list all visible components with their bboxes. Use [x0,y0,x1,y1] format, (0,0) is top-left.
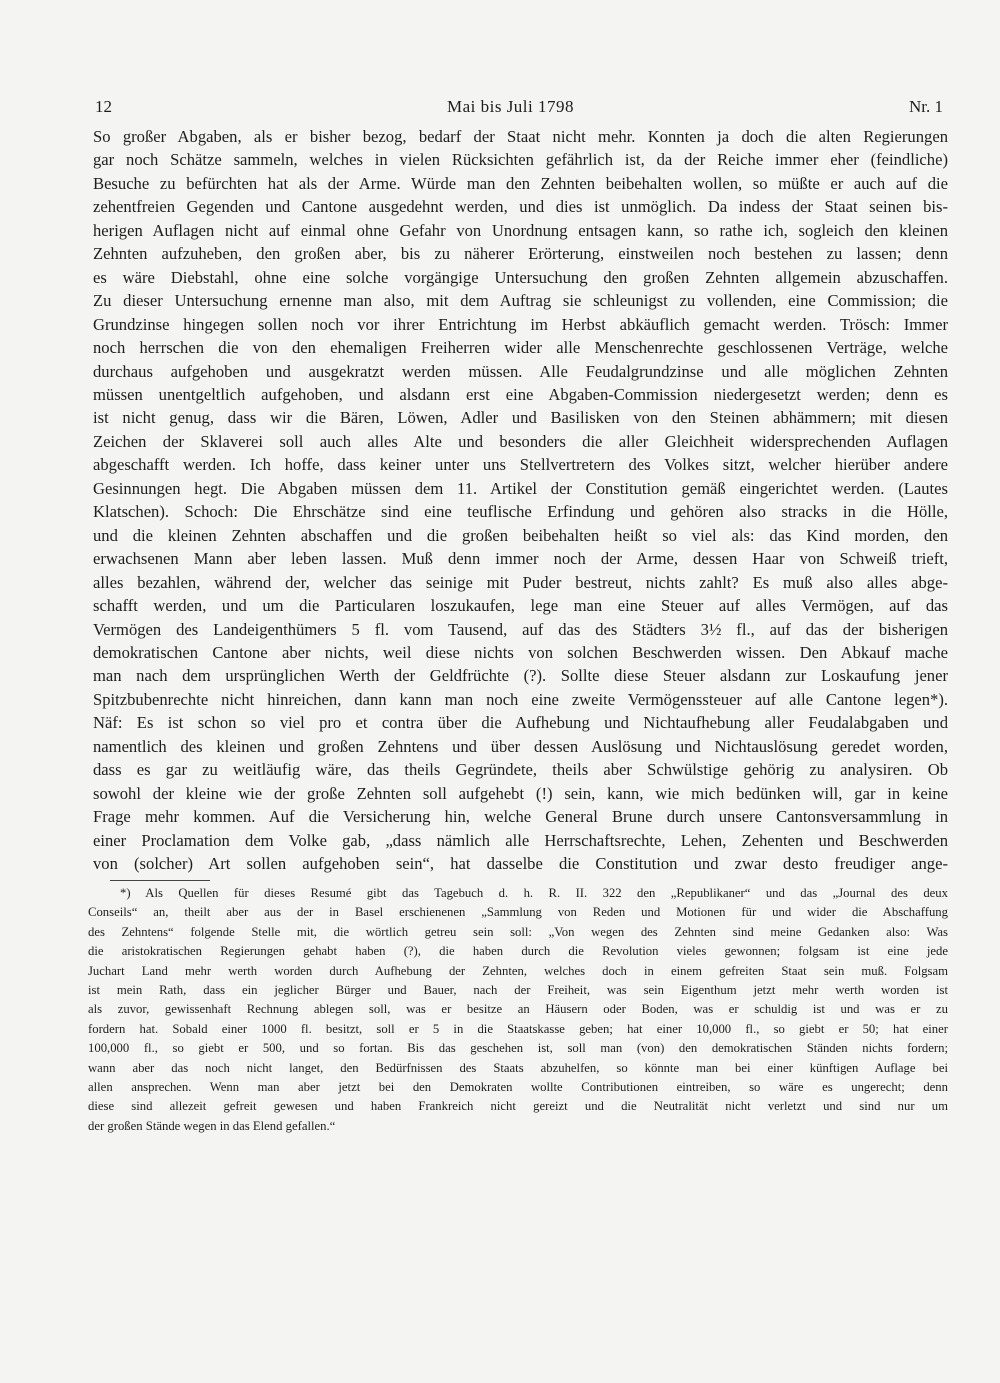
body-line: Vermögen des Landeigenthümers 5 fl. vom Tausend, auf das des Städters 3½ fl., auf das der bisherigen [93,619,948,639]
body-line: dass es gar zu weitläufig wäre, das theils Gegründete, theils aber Schwülstige gehörig zu analysiren. Ob [93,760,948,780]
body-line: ist nicht genug, dass wir die Bären, Löwen, Adler und Basilisken von den Steinen abhämmern; mit diesen [93,408,948,428]
body-line: von (solcher) Art sollen aufgehoben sein“, hat dasselbe die Constitution und zwar desto freudiger ange- [93,854,948,874]
footnote-line: allen ansprechen. Wenn man aber jetzt bei den Demokraten wollte Contributionen eintreiben, so wäre es ungerecht; denn [88,1080,948,1095]
footnote-line: Juchart Land mehr werth worden durch Aufhebung der Zehnten, welches doch in einem gefreiten Staat sein muß. Folgsam [88,963,948,978]
footnote-line: der großen Stände wegen in das Elend gefallen.“ [88,1118,336,1133]
body-line: demokratischen Cantone aber nichts, weil diese nichts von solchen Beschwerden wissen. Den Abkauf mache [93,642,948,662]
body-line: und die kleinen Zehnten abschaffen und die großen beibehalten heißt so viel als: das Kind morden, den [93,525,948,545]
body-line: noch herrschen die von den ehemaligen Freiherren wider alle Menschenrechte geschlossenen Verträge, welche [93,338,948,358]
footnote-line: *) Als Quellen für dieses Resumé gibt das Tagebuch d. h. R. II. 322 den „Republikaner“ und das „Journal des deux [120,886,948,900]
footnote-line: als zuvor, gewissenhaft Rechnung ablegen soll, was er besitze an Häusern oder Boden, was er schuldig ist und was er zu [88,1002,948,1017]
body-line: So großer Abgaben, als er bisher bezog, bedarf der Staat nicht mehr. Konnten ja doch die alten Regierungen [93,127,948,146]
footnote-divider [110,880,210,881]
body-line: Grundzinse hingegen sollen noch vor ihrer Entrichtung im Herbst abkäuflich gemacht werden. Trösch: Immer [93,314,948,334]
body-line: man nach dem ursprünglichen Werth der Geldfrüchte (?). Sollte diese Steuer alsdann zur Loskaufung jener [93,666,948,686]
footnote-line: 100,000 fl., so giebt er 500, und so fortan. Bis das geschehen ist, soll man (von) den demokratischen Ständen nichts fordern; [88,1041,948,1056]
running-title: Mai bis Juli 1798 [446,97,575,116]
body-line: herigen Auflagen nicht auf einmal ohne Gefahr von Unordnung entsagen kann, so rathe ich, sogleich den kleinen [93,220,948,240]
body-line: namentlich des kleinen und großen Zehntens und über dessen Auslösung und Nichtauslösung geredet worden, [93,736,948,756]
body-line: gar noch Schätze sammeln, welches in vielen Rücksichten gefährlich ist, da der Reiche immer eher (feindliche) [93,150,948,170]
body-line: einer Proclamation dem Volke gab, „dass nämlich alle Herrschaftsrechte, Lehen, Zehenten und Beschwerden [93,830,948,850]
body-line: durchaus aufgehoben und ausgekratzt werden müssen. Alle Feudalgrundzinse und alle möglichen Zehnten [93,361,948,381]
page-number: 12 [95,97,112,116]
body-line: alles bezahlen, während der, welcher das seinige mit Puder bestreut, nichts zahlt? Es muß also alles abge- [93,572,948,592]
footnote-line: wann aber das noch nicht langet, den Bedürfnissen des Staats abzuhelfen, so könnte man bei einer künftigen Auflage bei [88,1060,948,1075]
body-line: Zeichen der Sklaverei soll auch alles Alte und besonders die aller Gleichheit widersprechenden Auflagen [93,431,948,451]
body-text [93,125,948,876]
body-line: zehentfreien Gegenden und Cantone ausgedehnt werden, und dies ist unmöglich. Da indess der Staat seinen bis- [93,197,948,217]
body-line: sowohl der kleine wie der große Zehnten soll aufgehebt (!) sein, kann, wie mich bedünken will, gar in keine [93,783,948,803]
body-line: Spitzbubenrechte nicht hinreichen, dann kann man noch eine zweite Vermögenssteuer auf alle Cantone legen*). [93,689,948,709]
footnote-line: die aristokratischen Regierungen gehabt haben (?), die haben durch die Revolution vieles gewonnen; folgsam ist eine jede [88,944,948,959]
document-number: Nr. 1 [908,97,943,116]
body-line: abgeschafft werden. Ich hoffe, dass keiner unter uns Stellvertretern des Volkes sitzt, welcher hierüber andere [93,455,948,475]
body-line: erwachsenen Mann aber leben lassen. Muß denn immer noch der Arme, dessen Haar von Schweiß trieft, [93,549,948,569]
footnote-line: Conseils“ an, theilt aber aus der in Basel erschienenen „Sammlung von Reden und Motionen für und wider die Abschaffung [88,905,948,920]
body-line: Frage mehr kommen. Auf die Versicherung hin, welche General Brune durch unsere Cantonsversammlung in [93,807,948,827]
body-line: Besuche zu befürchten hat als der Arme. Würde man den Zehnten beibehalten wollen, so müßte er auch auf die [93,173,948,193]
body-line: müssen unentgeltlich aufgehoben, und alsdann erst eine Abgaben-Commission niedergesetzt werden; denn es [93,384,948,404]
body-line: Zehnten aufzuheben, den großen aber, bis zu näherer Erörterung, einstweilen noch bestehen zu lassen; denn [93,244,948,264]
footnote-line: diese sind allezeit gefreit gewesen und haben Frankreich nicht gereizt und die Neutralität nicht verletzt und sind nur um [88,1099,948,1114]
footnote-line: ist mein Rath, dass ein jeglicher Bürger und Bauer, nach der Freiheit, was sein Eigenthum jetzt mehr werth worden ist [88,983,948,998]
body-line: Gesinnungen hegt. Die Abgaben müssen dem 11. Artikel der Constitution gemäß eingerichtet werden. (Lautes [93,478,948,498]
footnote [88,884,948,1136]
body-line: es wäre Diebstahl, ohne eine solche vorgängige Untersuchung den großen Zehnten allgemein abzuschaffen. [93,267,948,287]
page-header [95,97,943,117]
body-line: Klatschen). Schoch: Die Ehrschätze sind eine teuflische Erfindung und gehören also stracks in die Hölle, [93,502,948,522]
body-line: Näf: Es ist schon so viel pro et contra über die Aufhebung und Nichtaufhebung aller Feudalabgaben und [93,713,948,733]
body-line: Zu dieser Untersuchung ernenne man also, mit dem Auftrag sie schleunigst zu vollenden, eine Commission; die [93,291,948,311]
body-line: schafft werden, und um die Particularen loszukaufen, lege man eine Steuer auf alles Vermögen, auf das [93,596,948,616]
footnote-line: des Zehntens“ folgende Stelle mit, die wörtlich getreu sein soll: „Von wegen des Zehnten sind meine Gedanken also: Was [88,924,948,939]
footnote-line: fordern hat. Sobald einer 1000 fl. besitzt, soll er 5 in die Staatskasse geben; hat einer 10,000 fl., so giebt er 50; hat einer [88,1021,948,1036]
